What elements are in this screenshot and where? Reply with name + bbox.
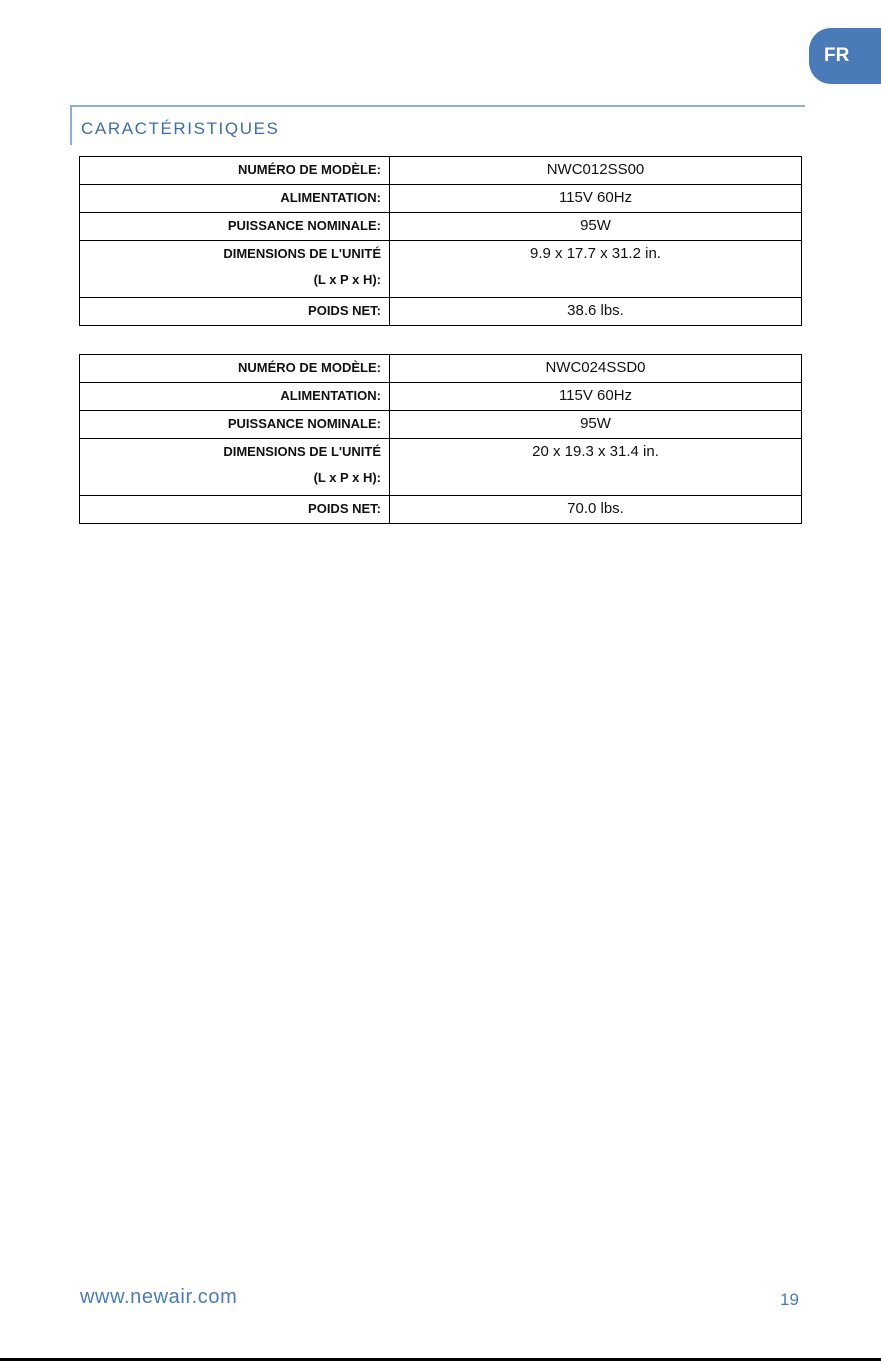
row-value: 70.0 lbs.	[390, 496, 802, 524]
row-label	[80, 241, 390, 298]
row-label	[80, 439, 390, 496]
row-label: POIDS NET:	[80, 496, 390, 524]
row-value: 95W	[390, 213, 802, 241]
footer-url[interactable]: www.newair.com	[80, 1286, 238, 1308]
row-label-line2: (L x P x H):	[313, 272, 381, 287]
table-row	[80, 185, 802, 213]
row-value: 95W	[390, 411, 802, 439]
row-value: NWC012SS00	[390, 157, 802, 185]
page-number: 19	[780, 1290, 799, 1309]
row-value: 115V 60Hz	[390, 383, 802, 411]
table-row	[80, 411, 802, 439]
section-title: CARACTÉRISTIQUES	[81, 119, 280, 138]
row-value: NWC024SSD0	[390, 355, 802, 383]
row-value: 20 x 19.3 x 31.4 in.	[390, 439, 802, 496]
row-label: NUMÉRO DE MODÈLE:	[80, 355, 390, 383]
spec-table-2	[79, 354, 802, 524]
language-tab: FR	[809, 28, 881, 84]
row-label: PUISSANCE NOMINALE:	[80, 411, 390, 439]
table-row	[80, 298, 802, 326]
row-label-line1: DIMENSIONS DE L'UNITÉ	[223, 246, 381, 261]
row-label: POIDS NET:	[80, 298, 390, 326]
row-label-line1: DIMENSIONS DE L'UNITÉ	[223, 444, 381, 459]
section-heading	[70, 105, 805, 145]
row-value: 38.6 lbs.	[390, 298, 802, 326]
row-label-line2: (L x P x H):	[313, 470, 381, 485]
table-row	[80, 439, 802, 496]
spec-table-1	[79, 156, 802, 326]
table-row	[80, 213, 802, 241]
row-value: 9.9 x 17.7 x 31.2 in.	[390, 241, 802, 298]
table-row	[80, 383, 802, 411]
row-label: ALIMENTATION:	[80, 383, 390, 411]
row-label: NUMÉRO DE MODÈLE:	[80, 157, 390, 185]
table-row	[80, 496, 802, 524]
row-value: 115V 60Hz	[390, 185, 802, 213]
table-row	[80, 157, 802, 185]
table-row	[80, 241, 802, 298]
table-row	[80, 355, 802, 383]
row-label: PUISSANCE NOMINALE:	[80, 213, 390, 241]
row-label: ALIMENTATION:	[80, 185, 390, 213]
